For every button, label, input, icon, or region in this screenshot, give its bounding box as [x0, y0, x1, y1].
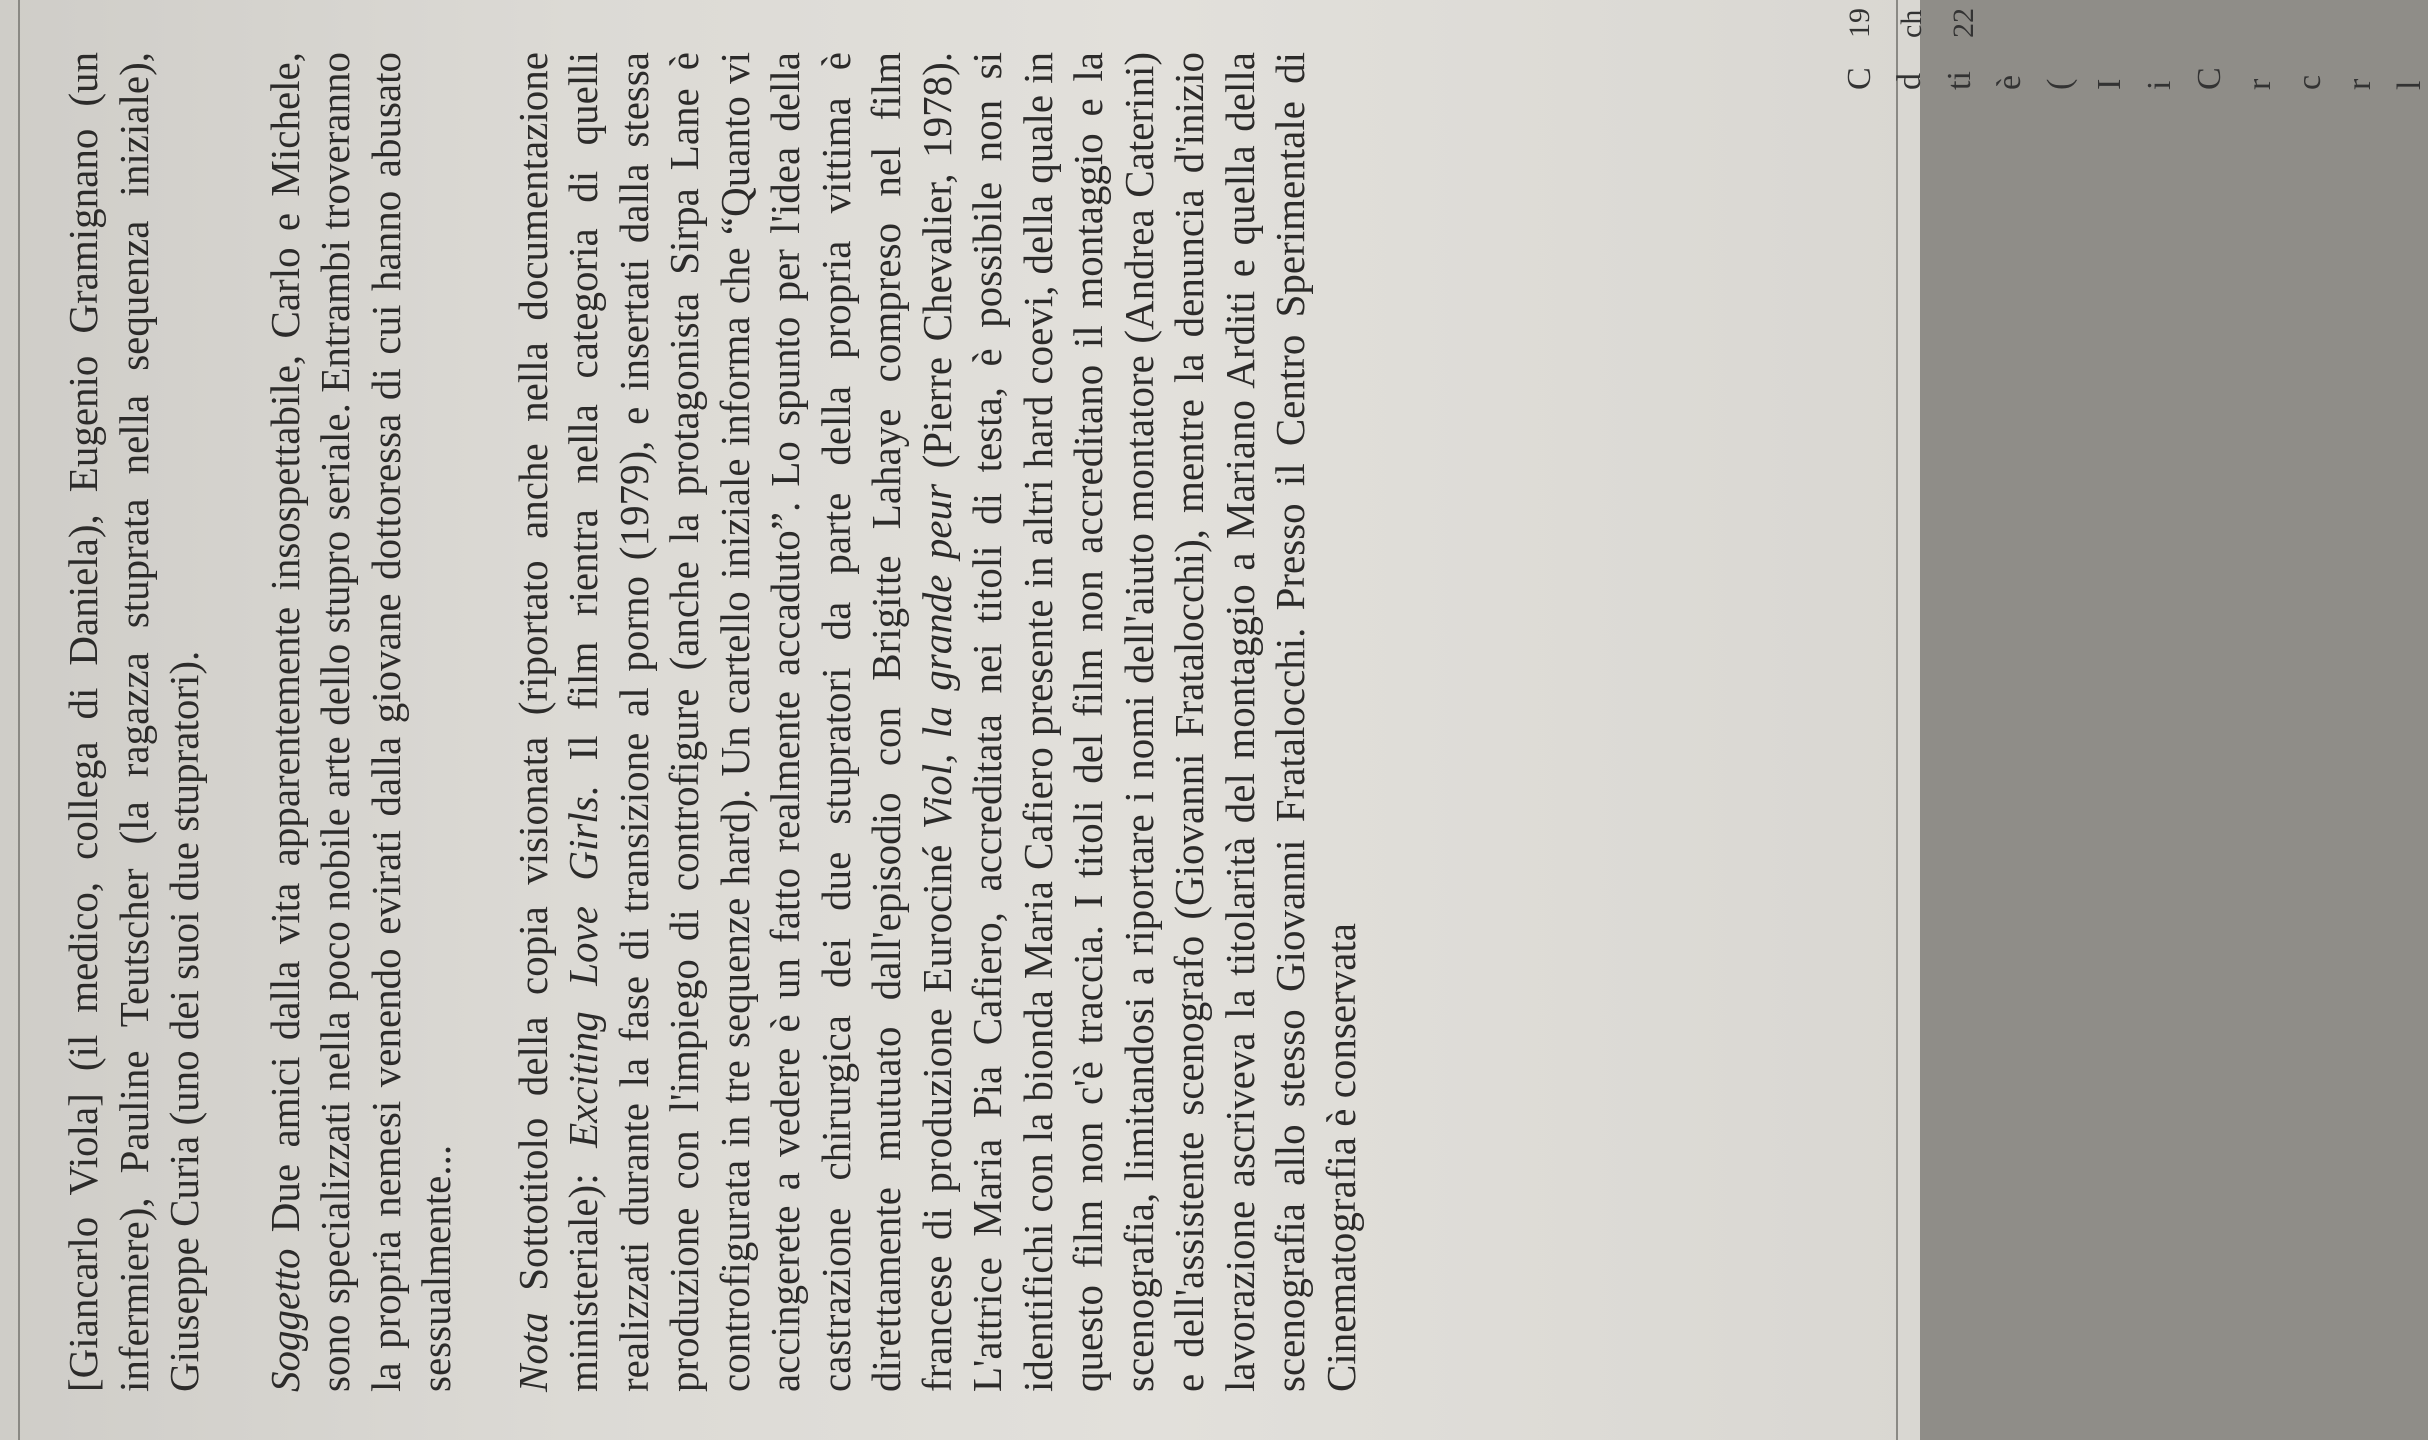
facing-page-fragment: c [2291, 74, 2328, 90]
soggetto-paragraph [260, 52, 462, 1392]
nota-label: Nota [509, 1312, 556, 1392]
facing-page-fragment: I [2091, 78, 2128, 90]
facing-page-fragment: r [2341, 78, 2378, 90]
facing-page-fragment: i [2141, 80, 2178, 90]
facing-page-fragment: ch [1895, 9, 1928, 38]
facing-page-fragment: C [1841, 67, 1878, 90]
nota-film-title-2: Viol, la grande peur [913, 483, 960, 830]
facing-page-edge [1825, 0, 2428, 1440]
facing-page-fragment: C [2191, 67, 2228, 90]
facing-page-fragment: l [2391, 80, 2428, 90]
facing-page-fragment: 22 [1947, 8, 1980, 38]
facing-page-fragment: 19 [1843, 8, 1876, 38]
facing-page-fragment: ( [2041, 78, 2078, 90]
facing-page-fragment: è [1991, 74, 2028, 90]
nota-film-title-1: Exciting Love Girls [560, 796, 606, 1148]
nota-paragraph [508, 52, 1367, 1392]
facing-page-fragment: r [2241, 78, 2278, 90]
soggetto-text: Due amici dalla vita apparentemente insospettabile, Carlo e Michele, sono specializzati nella poco nobile arte dello stupro seriale. Entrambi troveranno la propria nemesi venendo evirati dalla giovane dottoressa di cui hanno abusato sessualmente... [261, 51, 459, 1392]
facing-page-fragment: d [1891, 73, 1928, 90]
nota-text-part1: Sottotitolo della copia visionata (riportato anche nella documentazione ministeriale): [509, 52, 606, 1392]
nota-text-part3: (Pierre Chevalier, 1978). L'attrice Maria Pia Cafiero, accreditata nei titoli di testa, è possibile non si identifichi con la bionda Maria Cafiero presente in altri hard coevi, della quale in questo film non c'è traccia. I titoli del film non accreditano il montaggio e la scenografia, limitandosi a riportare i nomi dell'aiuto montatore (Andrea Caterini) e dell'assistente scenografo (Giovanni Fratalocchi), mentre la denuncia d'inizio lavorazione ascriveva la titolarità del montaggio a Mariano Arditi e quella della scenografia allo stesso Giovanni Fratalocchi. Presso il Centro Sperimentale di Cinematografia è conservata [913, 51, 1364, 1392]
nota-text-part2: . Il film rientra nella categoria di quelli realizzati durante la fase di transizione al porno (1979), e insertati dalla stessa produzione con l'impiego di controfigure (anche la protagonista Sirpa Lane è controfigurata in tre sequenze hard). Un cartello iniziale informa che “Quanto vi accingerete a vedere è un fatto realmente accaduto”. Lo spunto per l'idea della castrazione chirurgica dei due stupratori da parte della propria vittima è direttamente mutuato dall'episodio con Brigitte Lahaye compreso nel film francese di produzione Eurociné [560, 52, 960, 1392]
main-text-column [58, 52, 1366, 1392]
cast-continuation-paragraph: [Giancarlo Viola] (il medico, collega di Daniela), Eugenio Gramignano (un infermiere), Pauline Teutscher (la ragazza stuprata nella sequenza iniziale), Giuseppe Curia (uno dei suoi due stupratori). [60, 52, 207, 1392]
top-gutter-edge [18, 0, 20, 1440]
soggetto-label: Soggetto [261, 1248, 308, 1392]
facing-page-fragment: ti [1941, 71, 1978, 90]
